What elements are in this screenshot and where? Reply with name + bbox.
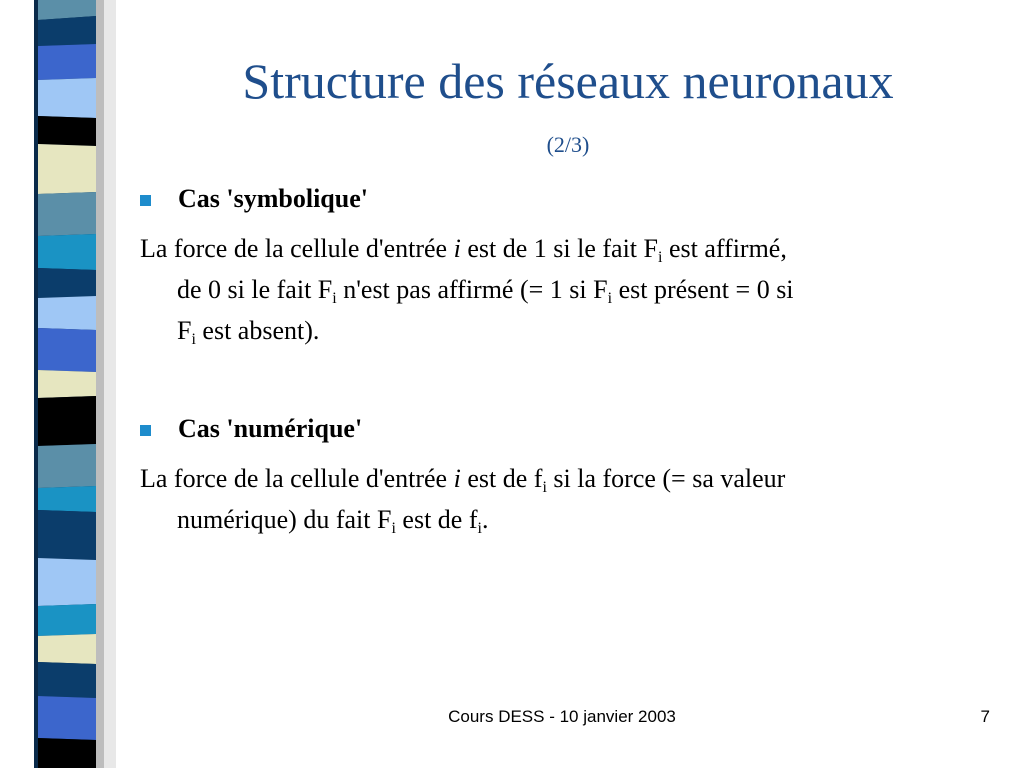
square-bullet-icon	[140, 195, 151, 206]
paragraph-line: $F_i$ est absent).	[177, 316, 320, 348]
square-bullet-icon	[140, 425, 151, 436]
slide-title: Structure des réseaux neuronaux	[242, 53, 894, 109]
paragraph-line: La force de la cellule d'entrée i est de 1 si le fait $F_i$ est affirmé,	[140, 234, 787, 266]
bullet-body-paragraph	[140, 458, 992, 540]
slide-footer: Cours DESS - 10 janvier 2003	[448, 707, 676, 726]
decorative-stripe-band	[34, 0, 116, 768]
page-number: 7	[980, 707, 990, 726]
bullet-heading-label: Cas 'numérique'	[178, 414, 363, 443]
paragraph-line: La force de la cellule d'entrée i est de $f_i$ si la force (= sa valeur	[140, 464, 786, 496]
bullet-heading-label: Cas 'symbolique'	[178, 184, 368, 213]
paragraph-line: numérique) du fait $F_i$ est de $f_i$.	[177, 505, 489, 537]
paragraph-line: de 0 si le fait $F_i$ n'est pas affirmé (= 1 si $F_i$ est présent = 0 si	[177, 275, 794, 307]
slide-subtitle: (2/3)	[546, 132, 590, 157]
bullet-body-paragraph	[140, 228, 992, 351]
